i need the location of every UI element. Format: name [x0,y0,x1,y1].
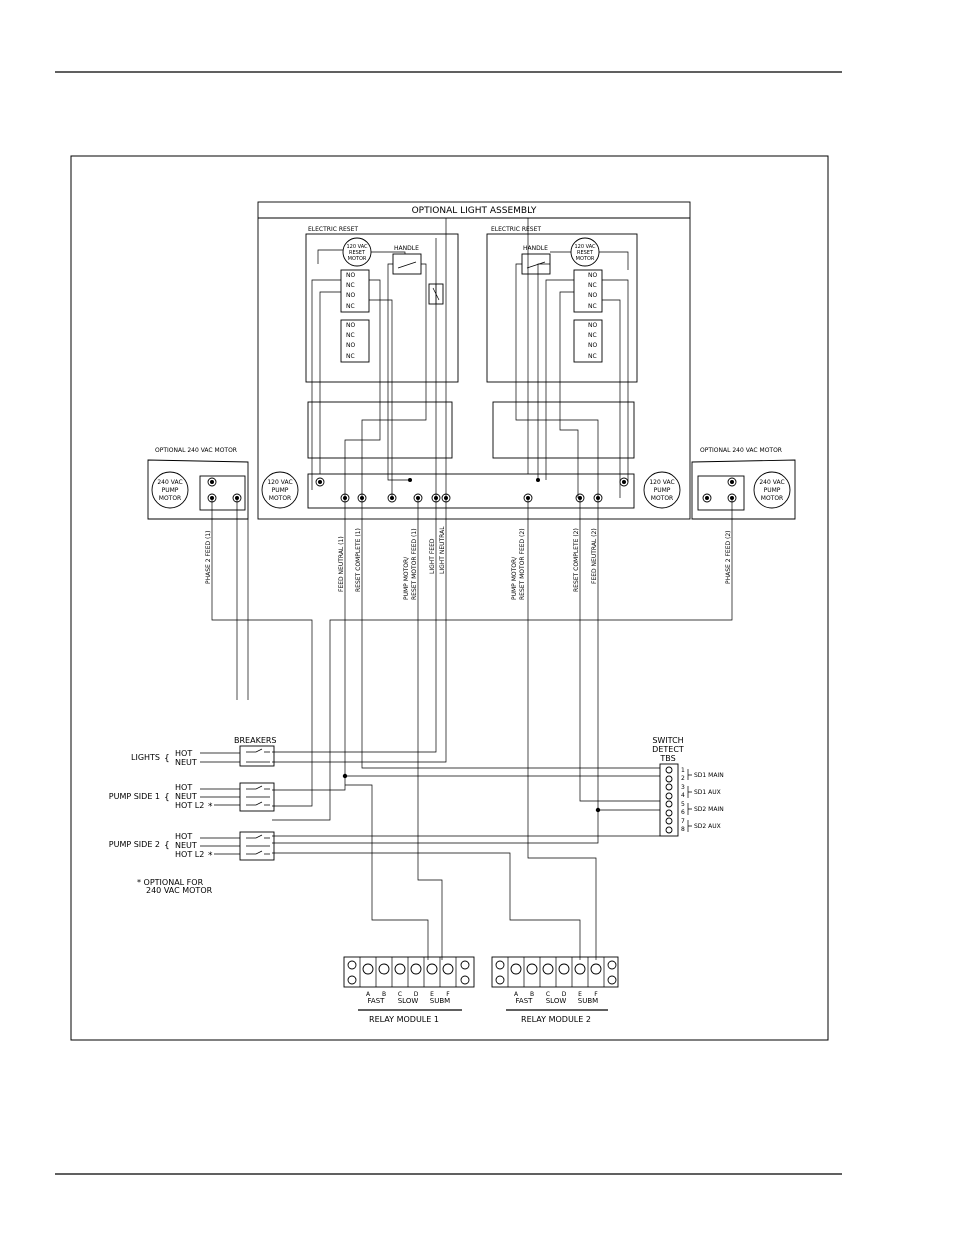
contact-nc-label: NC [346,353,355,360]
left-handle-label: HANDLE [394,245,419,252]
breakers-title: BREAKERS [234,736,277,745]
terminal-connections [316,478,628,502]
relay-speed: SLOW [397,997,419,1005]
contact-no-label: NO [346,322,356,329]
asterisk: * [208,851,213,861]
wire-label: PHASE 2 FEED (2) [725,530,732,584]
relay-module-1-label: RELAY MODULE 1 [369,1015,439,1024]
tbs-terminal-number: 2 [681,775,685,782]
wire-label: PUMP MOTOR/ [511,556,518,600]
motor-line: 120 VAC [649,479,675,486]
right-reset-motor-line1: 120 VAC [574,244,596,250]
right-optional-240-label: OPTIONAL 240 VAC MOTOR [700,447,782,454]
switch-detect-title: DETECT [652,745,684,754]
contact-no-label: NO [346,342,356,349]
relay-module-2-label: RELAY MODULE 2 [521,1015,591,1024]
contact-nc-label: NC [588,282,597,289]
motor-line: PUMP [271,487,289,494]
motor-line: 240 VAC [759,479,785,486]
footnote-line1: * OPTIONAL FOR [137,878,204,887]
contact-no-label: NO [588,272,598,279]
contact-no-label: NO [588,342,598,349]
right-reset-motor-line2: RESET [576,250,594,256]
relay-module-1 [344,957,474,1024]
relay-letter: D [413,991,419,998]
lights-label: LIGHTS [131,753,160,762]
relay-letter: B [529,991,535,998]
relay-letter: B [381,991,387,998]
asterisk: * [208,802,213,812]
motor-line: MOTOR [760,495,784,502]
breaker-line: HOT [175,783,193,792]
wire-label: PHASE 2 FEED (1) [205,530,212,584]
relay-speed: FAST [367,997,385,1005]
right-electric-reset-label: ELECTRIC RESET [491,226,542,233]
contact-nc-label: NC [346,282,355,289]
brace: { [164,793,170,803]
relay-letter: D [561,991,567,998]
switch-detect-tbs [652,736,724,836]
terminal-strip [308,474,634,508]
breaker-line: HOT [175,832,193,841]
breaker-line: HOT [175,749,193,758]
wire-label: LIGHT NEUTRAL [439,526,446,574]
footnote-line2: 240 VAC MOTOR [146,886,213,895]
tbs-group-label: SD1 AUX [694,789,721,796]
breaker-line: HOT L2 [175,801,205,810]
left-handle-switch [393,254,421,274]
motor-line: MOTOR [650,495,674,502]
relay-letter: F [594,991,598,998]
relay-letter: A [513,991,519,998]
contact-nc-label: NC [588,332,597,339]
left-reset-motor-line1: 120 VAC [346,244,368,250]
relay-speed: FAST [515,997,533,1005]
left-reset-motor-line3: MOTOR [347,256,367,262]
right-motors [644,447,795,519]
contact-no-label: NO [588,292,598,299]
motor-line: 120 VAC [267,479,293,486]
breaker-line: NEUT [175,841,197,850]
light-assembly [258,202,690,519]
contact-nc-label: NC [346,303,355,310]
motor-line: 240 VAC [157,479,183,486]
contact-nc-label: NC [588,353,597,360]
breakers-panel [109,736,277,895]
pump-side-2-label: PUMP SIDE 2 [108,840,160,849]
tbs-terminal-number: 7 [681,818,685,825]
brace: { [164,754,170,764]
tbs-screws [666,767,672,833]
wire-label: RESET COMPLETE (2) [573,528,580,592]
relay-letter: F [446,991,450,998]
switch-detect-title: TBS [660,754,676,763]
contact-no-label: NO [346,292,356,299]
wire-label: RESET MOTOR FEED (2) [519,528,526,600]
tbs-terminal-number: 3 [681,784,685,791]
light-assembly-title: OPTIONAL LIGHT ASSEMBLY [411,206,537,216]
relay-letter: C [545,991,551,998]
switch-detect-title: SWITCH [652,736,684,745]
relay-module-2 [492,957,618,1024]
motor-line: MOTOR [158,495,182,502]
field-wiring [212,498,732,960]
wire-label: FEED NEUTRAL (1) [338,536,345,592]
contact-no-label: NO [588,322,598,329]
contact-nc-label: NC [588,303,597,310]
pump-side-1-label: PUMP SIDE 1 [108,792,160,801]
breaker-line: HOT L2 [175,850,205,859]
relay-speed: SUBM [577,997,599,1005]
right-reset-motor-line3: MOTOR [575,256,595,262]
relay-letter: C [397,991,403,998]
right-handle-label: HANDLE [523,245,548,252]
tbs-terminal-number: 6 [681,809,685,816]
tbs-terminal-number: 1 [681,767,685,774]
relay-letter: E [578,991,582,998]
tbs-terminal-number: 5 [681,801,685,808]
wire-label: FEED NEUTRAL (2) [591,528,598,584]
tbs-group-label: SD1 MAIN [694,772,724,779]
wire-label: RESET MOTOR FEED (1) [411,528,418,600]
motor-line: PUMP [763,487,781,494]
wire-label: RESET COMPLETE (1) [355,528,362,592]
contact-nc-label: NC [346,332,355,339]
breaker-line: NEUT [175,758,197,767]
tbs-group-label: SD2 MAIN [694,806,724,813]
relay-speed: SUBM [429,997,451,1005]
relay-letter: E [430,991,434,998]
brace: { [164,841,170,851]
left-reset-motor-line2: RESET [348,250,366,256]
wire-label: LIGHT FEED [429,538,436,574]
figure-frame [71,156,828,1040]
left-motors [148,447,298,700]
relay-speed: SLOW [545,997,567,1005]
motor-line: PUMP [161,487,179,494]
motor-line: PUMP [653,487,671,494]
breaker-line: NEUT [175,792,197,801]
wire-labels [205,526,732,600]
tbs-group-label: SD2 AUX [694,823,721,830]
contact-no-label: NO [346,272,356,279]
tbs-terminal-number: 8 [681,826,685,833]
wire-label: PUMP MOTOR/ [403,556,410,600]
motor-line: MOTOR [268,495,292,502]
left-electric-reset-label: ELECTRIC RESET [308,226,359,233]
relay-letter: A [365,991,371,998]
tbs-terminal-number: 4 [681,792,685,799]
left-optional-240-label: OPTIONAL 240 VAC MOTOR [155,447,237,454]
